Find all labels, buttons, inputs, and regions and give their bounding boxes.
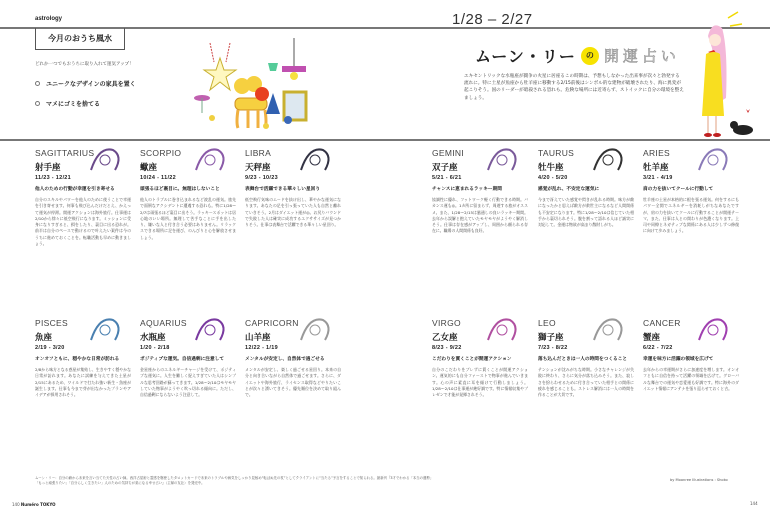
sign-body: 今まで冴えていた感覚や閃きが乱れる時期。味方が敵になったかと思えば敵方が救世主になるなど人間関係も不安定になります。特に1/28〜2/10は信じていた相手から裏切られそう。腹を割って語れる人ほど誠実に対応して。金運は物欲が高まり散財しがち。	[538, 197, 634, 228]
sign-english-name: SAGITTARIUS	[35, 148, 95, 158]
fengshui-lead: どれか一つでもおうちに取り入れて運気アップ！	[35, 62, 134, 67]
zodiac-illustration-icon	[295, 312, 335, 346]
fengshui-item: ユニークなデザインの家具を置く	[35, 79, 136, 88]
sign-5	[643, 148, 739, 235]
sign-headline: 頑張るほど裏目に。無理はしないこと	[140, 187, 220, 192]
sign-dates: 8/23 - 9/22	[432, 345, 462, 351]
sign-dates: 6/22 - 7/22	[643, 345, 673, 351]
section-label: astrology	[35, 16, 63, 22]
sign-headline: 肩の力を抜いてクールに行動して	[643, 187, 714, 192]
sign-body: 協調性に優れ、フットワーク軽く行動できる時期。バカンス運も◎。1カ所に留まらず、周遊する旅がオススメ。また、1/28〜2/15は風通しの良いラッキー期間。去年から誤解と抱えていたモヤモヤがようやく解消しそう。仕事は存在感がアップし、周囲から頼られる存在に。職場の人間関係も良好。	[432, 197, 528, 234]
sign-dates: 4/20 - 5/20	[538, 175, 568, 181]
zodiac-illustration-icon	[482, 312, 522, 346]
sign-english-name: ARIES	[643, 148, 671, 158]
zodiac-illustration-icon	[588, 142, 628, 176]
fortune-teller-illustration	[688, 8, 768, 140]
sign-headline: メンタルが安定し、自然体で過ごせる	[245, 357, 325, 362]
sign-english-name: CANCER	[643, 318, 681, 328]
sign-body: 自分のスキルやパワーを他人のために使うことで幸運を引き寄せます。何事も飛び込んだけだとえ、かえって運気が停滞。開運アクションは海外旅行。仕事運は2/10から徐々に低空飛行になります。ミッションに受身になりすぎると、損をしたり、裏目に出る恐れが。前半は自分のペースで動けるので叶えたい案件は今のうちに進めておくことを。転職活動も早めに動きましょう。	[35, 197, 131, 247]
sign-11	[643, 318, 739, 392]
page-number-left: 140 Numéro TOKYO	[12, 502, 56, 507]
sign-english-name: LEO	[538, 318, 556, 328]
sign-headline: 他人のための行動が幸運を引き寄せる	[35, 187, 115, 192]
feature-intro: エキセントリックな水瓶座が闘争の火星に居座るこの時期は、予想もしなかった出来事が次々と勃発する流れに。特に土星が魚座から牡羊座に移動する2/15前後はシンボル的な建物が破壊されたり、海に異変が起こりそう。国のリーダーが暗殺される恐れも。危険な場所には近寄らず、ストイックに自分の環境を整えましょう。	[464, 74, 684, 101]
fengshui-item: マメにゴミを捨てる	[35, 99, 100, 108]
sign-2	[245, 148, 341, 228]
furniture-illustration	[190, 38, 320, 136]
sign-dates: 1/20 - 2/18	[140, 345, 170, 351]
sign-dates: 11/23 - 12/21	[35, 175, 72, 181]
period-dates: 1/28 – 2/27	[452, 11, 533, 28]
sign-9	[432, 318, 528, 398]
zodiac-illustration-icon	[190, 312, 230, 346]
sign-7	[140, 318, 236, 398]
sign-japanese-name: 山羊座	[245, 333, 271, 343]
sign-8	[245, 318, 341, 398]
sign-0	[35, 148, 131, 247]
zodiac-illustration-icon	[693, 142, 733, 176]
sign-english-name: SCORPIO	[140, 148, 182, 158]
sign-body: 低空飛行気味のムードを抜け出し、華やかな運気になります。あなたの足を引っ張っていた人も自然と離れていきそう。2月はダイエット運が◎。お尻りバウンドで失敗した人は確実に成功するエクササイズが見つかりそう。仕事は表舞台で活躍できる華々しい星回り。	[245, 197, 341, 228]
sign-japanese-name: 牡牛座	[538, 163, 564, 173]
sign-japanese-name: 蟹座	[643, 333, 661, 343]
sign-body: 2/8から味方となる惑星が集結し、生きやすく穏やかな日常が訪れます。あなたに試練を与えてきた土星が2/15にあるため、ワイルドで打たれ強い新生・魚座が誕生します。仕事も今まで芽が出なかったプランやアイデアが採用されそう。	[35, 367, 131, 398]
sign-japanese-name: 天秤座	[245, 163, 271, 173]
circle-bullet-icon	[35, 101, 40, 106]
sign-headline: 表舞台で活躍できる華々しい星回り	[245, 187, 321, 192]
credit: by Moonree Illustrations : Shoko	[670, 478, 728, 482]
sign-body: 自分のこだわりをブレずに貫くことが開運アクション。運気的にも自分ファーストで物事が進んでいきます。心の声に素直に耳を傾けて行動しましょう。1/28〜2/10は仕事運が絶好調です。特に情報収集やプレゼンで才能が発揮されそう。	[432, 367, 528, 398]
sign-dates: 9/23 - 10/23	[245, 175, 278, 181]
sign-japanese-name: 水瓶座	[140, 333, 166, 343]
sign-japanese-name: 牡羊座	[643, 163, 669, 173]
sign-dates: 7/23 - 8/22	[538, 345, 568, 351]
sign-english-name: PISCES	[35, 318, 68, 328]
author-profile: ムーン・リー：自分の癖から未来を言い当てた天性の占い師。西洋占星術と霊感を駆使したタロットカードで未来のトラブルや病気をしっかり見極め“転ばぬ先の杖”としてクライアントに“当たる”予言をすることで知られる。最新刊『3才でわかる「本当の運勢」「もっと頑張りたい」「自分らしく生きたい」人のための気持ちが楽になる幸せ占い』（主婦の友社）を発売中。	[35, 476, 434, 485]
sign-headline: ポジティブな運気。自信過剰に注意して	[140, 357, 225, 362]
page-number-right: 144	[750, 501, 758, 506]
sign-body: 他人のトラブルに巻き込まれるなど波乱の運気。旅先で面倒なアクシデントに遭遇する恐れも。特に1/28〜2/7は頑張るほど裏目に出そう。ラッキースポットは居心地のいい場所。無理して苦手なことに手を出したり、嫌いな人と付き合う必要はありません。リラックスできる場所に足を運び、のんびりと心を解放させましょう。	[140, 197, 236, 240]
sign-headline: オンオフともに、穏やかな日常が訪れる	[35, 357, 120, 362]
zodiac-illustration-icon	[295, 142, 335, 176]
zodiac-illustration-icon	[85, 312, 125, 346]
sign-english-name: CAPRICORN	[245, 318, 299, 328]
feature-title: ムーン・リー の 開運占い	[475, 47, 680, 66]
zodiac-illustration-icon	[588, 312, 628, 346]
sign-japanese-name: 乙女座	[432, 333, 458, 343]
zodiac-illustration-icon	[85, 142, 125, 176]
sign-dates: 2/19 - 3/20	[35, 345, 65, 351]
section-rule	[0, 139, 770, 141]
sign-headline: こだわりを貫くことが開運アクション	[432, 357, 512, 362]
zodiac-illustration-icon	[693, 312, 733, 346]
circle-bullet-icon	[35, 81, 40, 86]
sign-headline: チャンスに恵まれるラッキー期間	[432, 187, 502, 192]
sign-english-name: AQUARIUS	[140, 318, 187, 328]
sign-dates: 10/24 - 11/22	[140, 175, 177, 181]
sign-headline: 感覚が乱れ、不安定な運気に	[538, 187, 600, 192]
zodiac-illustration-icon	[190, 142, 230, 176]
sign-body: 去年からの幸運期がさらに加速度を増します。オンオフともに自信を持って活躍の領域を広げて。グローバルな舞台での運気や恋愛運も好調です。特に海外のダイエット情報にアンテナを張り巡らせておくと吉。	[643, 367, 739, 391]
sign-dates: 12/22 - 1/19	[245, 345, 278, 351]
sign-10	[538, 318, 634, 398]
sign-1	[140, 148, 236, 241]
sign-headline: 幸運を味方に活躍の領域を広げて	[643, 357, 714, 362]
sign-english-name: LIBRA	[245, 148, 272, 158]
sign-3	[432, 148, 528, 235]
sign-japanese-name: 双子座	[432, 163, 458, 173]
sign-japanese-name: 獅子座	[538, 333, 564, 343]
sign-english-name: VIRGO	[432, 318, 461, 328]
sign-4	[538, 148, 634, 228]
fengshui-title: 今月のおうち風水	[35, 28, 125, 50]
zodiac-illustration-icon	[482, 142, 522, 176]
sign-body: メンタルが安定し、楽しく過ごせる星回り。本来の自分と向き合いながら自然体で過ごせます。さらに、ダイエットや海外旅行、ライセンス取得などやりたいことが次々と湧いてきそう。優先順位を決めて取り組んで。	[245, 367, 341, 398]
sign-body: 金星座からのエネルギーチャージを受けて、ポジティブな運気に。人生を難しく捉えすぎていた人はシンプルな思考回路が蘇ってきます。1/28〜2/10はモヤモヤしていた物事がようやく吹っ切れる傾向に。ただし、自信過剰にならないよう注意して。	[140, 367, 236, 398]
sign-japanese-name: 蠍座	[140, 163, 158, 173]
sign-dates: 3/21 - 4/19	[643, 175, 673, 181]
sign-japanese-name: 射手座	[35, 163, 61, 173]
sign-headline: 落ち込んだときは一人の時間をつくること	[538, 357, 628, 362]
sign-6	[35, 318, 131, 398]
sign-body: 牡羊座の土星が本格的に根を張る運気。何をするにもパワー全開でエネルギーを消耗しがちなあなたですが、肩の力を抜いてクールに行動することが開運テーマ。また、仕事は人との関わりが色濃くなります。上司や同僚とネガティブな関係にある人は少しずつ修復に向けて歩みましょう。	[643, 197, 739, 234]
sign-japanese-name: 魚座	[35, 333, 53, 343]
sign-dates: 5/21 - 6/21	[432, 175, 462, 181]
sign-body: テンションが沈みがちな時期。小さなチャレンジが失敗に終わり、さらに気分が落ち込みそう。また、寂しさを紛らわせるために付き合っていた相手との関係に疲れを感じることも。ストレス解消には一人の時間を作ることが大切です。	[538, 367, 634, 398]
sign-english-name: TAURUS	[538, 148, 575, 158]
sign-english-name: GEMINI	[432, 148, 465, 158]
